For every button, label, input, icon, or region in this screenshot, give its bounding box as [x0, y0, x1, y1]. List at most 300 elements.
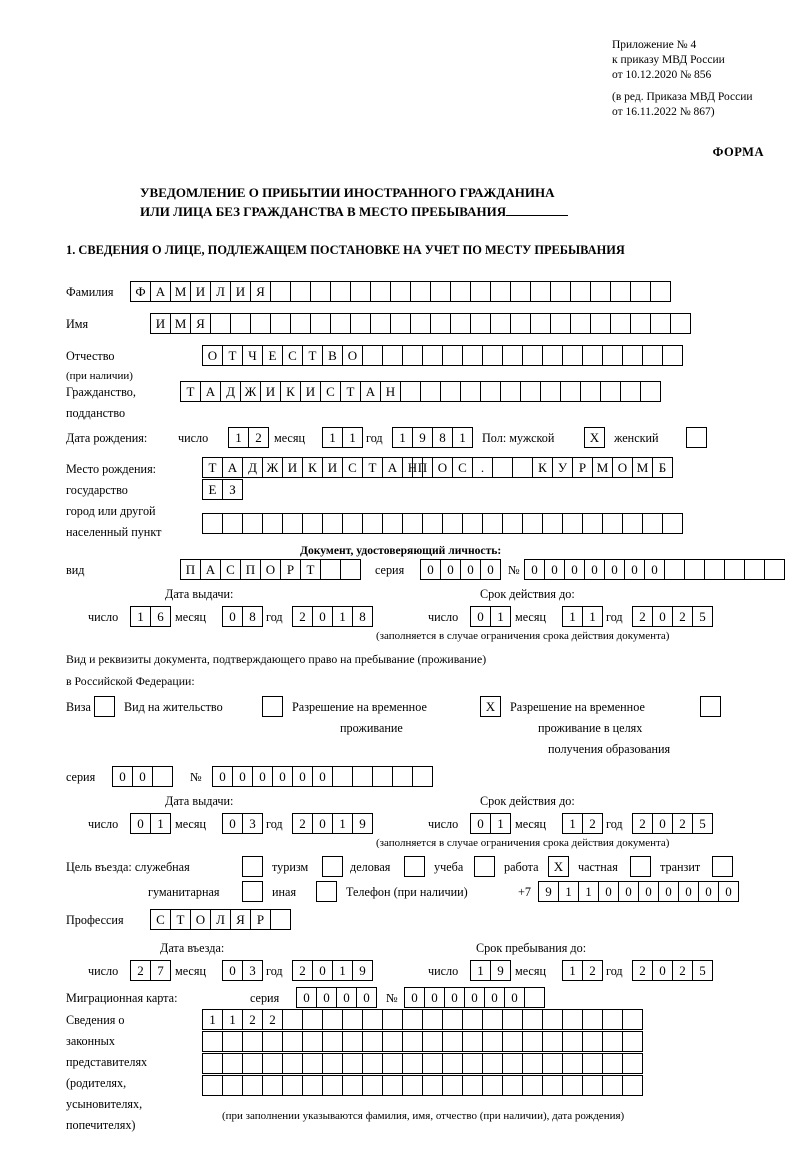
cell[interactable]: Ж — [262, 457, 283, 478]
cell[interactable] — [222, 1031, 243, 1052]
edu-residence-checkbox[interactable] — [700, 696, 721, 717]
cell[interactable] — [422, 1009, 443, 1030]
cell[interactable]: 1 — [332, 960, 353, 981]
cell[interactable] — [362, 1009, 383, 1030]
cell[interactable] — [524, 987, 545, 1008]
purpose-business-checkbox[interactable] — [404, 856, 425, 877]
cell[interactable] — [522, 1075, 543, 1096]
cell[interactable] — [322, 513, 343, 534]
cell[interactable] — [650, 281, 671, 302]
cell[interactable]: 2 — [582, 960, 603, 981]
cell[interactable]: Я — [190, 313, 211, 334]
cell[interactable]: 0 — [652, 960, 673, 981]
cell[interactable]: 0 — [222, 606, 243, 627]
stay-issue-year-cells[interactable] — [292, 813, 373, 834]
stay-issue-month-cells[interactable] — [222, 813, 263, 834]
cell[interactable]: 2 — [130, 960, 151, 981]
cell[interactable]: 1 — [222, 1009, 243, 1030]
cell[interactable]: 2 — [672, 960, 693, 981]
cell[interactable]: 0 — [584, 559, 605, 580]
cell[interactable]: 0 — [112, 766, 133, 787]
cell[interactable] — [202, 1053, 223, 1074]
cell[interactable]: 0 — [312, 766, 333, 787]
cell[interactable] — [610, 313, 631, 334]
cell[interactable]: Б — [652, 457, 673, 478]
cell[interactable] — [562, 1009, 583, 1030]
cell[interactable] — [610, 281, 631, 302]
cell[interactable]: 9 — [538, 881, 559, 902]
birth-city-row-3-cells[interactable] — [202, 513, 683, 534]
cell[interactable]: 0 — [504, 987, 525, 1008]
cell[interactable] — [282, 1031, 303, 1052]
cell[interactable] — [764, 559, 785, 580]
stay-valid-day-cells[interactable] — [470, 813, 511, 834]
cell[interactable]: И — [260, 381, 281, 402]
cell[interactable]: В — [322, 345, 343, 366]
cell[interactable]: 0 — [440, 559, 461, 580]
cell[interactable] — [420, 381, 441, 402]
cell[interactable] — [342, 1075, 363, 1096]
cell[interactable] — [342, 513, 363, 534]
cell[interactable] — [642, 345, 663, 366]
cell[interactable] — [744, 559, 765, 580]
cell[interactable] — [202, 1031, 223, 1052]
cell[interactable]: 1 — [470, 960, 491, 981]
cell[interactable] — [290, 313, 311, 334]
birth-year-cells[interactable] — [392, 427, 473, 448]
purpose-transit-checkbox[interactable] — [712, 856, 733, 877]
cell[interactable]: Т — [202, 457, 223, 478]
cell[interactable]: 3 — [242, 960, 263, 981]
cell[interactable]: 8 — [242, 606, 263, 627]
cell[interactable] — [282, 1075, 303, 1096]
cell[interactable] — [262, 513, 283, 534]
cell[interactable] — [590, 281, 611, 302]
stay-until-month-cells[interactable] — [562, 960, 603, 981]
stay-until-day-cells[interactable] — [470, 960, 511, 981]
cell[interactable] — [382, 345, 403, 366]
cell[interactable] — [522, 1031, 543, 1052]
cell[interactable] — [310, 313, 331, 334]
cell[interactable] — [470, 313, 491, 334]
cell[interactable] — [562, 1075, 583, 1096]
cell[interactable] — [480, 381, 501, 402]
cell[interactable] — [462, 513, 483, 534]
cell[interactable] — [570, 281, 591, 302]
cell[interactable]: Ж — [240, 381, 261, 402]
cell[interactable] — [462, 1075, 483, 1096]
cell[interactable] — [602, 1031, 623, 1052]
cell[interactable]: 9 — [412, 427, 433, 448]
cell[interactable] — [322, 1031, 343, 1052]
cell[interactable] — [542, 1053, 563, 1074]
cell[interactable] — [542, 1009, 563, 1030]
purpose-study-checkbox[interactable] — [474, 856, 495, 877]
cell[interactable]: 0 — [232, 766, 253, 787]
cell[interactable] — [430, 313, 451, 334]
cell[interactable] — [622, 1009, 643, 1030]
cell[interactable]: Я — [250, 281, 271, 302]
cell[interactable] — [372, 766, 393, 787]
cell[interactable] — [582, 345, 603, 366]
cell[interactable]: 0 — [296, 987, 317, 1008]
cell[interactable] — [442, 1075, 463, 1096]
cell[interactable] — [542, 1031, 563, 1052]
cell[interactable]: 0 — [212, 766, 233, 787]
cell[interactable]: 0 — [222, 960, 243, 981]
cell[interactable] — [490, 313, 511, 334]
cell[interactable] — [370, 313, 391, 334]
cell[interactable] — [202, 513, 223, 534]
surname-cells[interactable] — [130, 281, 671, 302]
cell[interactable] — [482, 1053, 503, 1074]
cell[interactable]: Н — [402, 457, 423, 478]
cell[interactable] — [562, 1031, 583, 1052]
cell[interactable] — [602, 1053, 623, 1074]
cell[interactable]: 0 — [470, 813, 491, 834]
cell[interactable] — [350, 313, 371, 334]
cell[interactable]: М — [170, 313, 191, 334]
cell[interactable]: 0 — [464, 987, 485, 1008]
cell[interactable]: 1 — [562, 606, 583, 627]
cell[interactable] — [630, 281, 651, 302]
cell[interactable] — [282, 513, 303, 534]
cell[interactable] — [230, 313, 251, 334]
cell[interactable] — [512, 457, 533, 478]
birth-state-cells[interactable] — [202, 457, 423, 478]
doc-number-cells[interactable] — [524, 559, 785, 580]
cell[interactable] — [620, 381, 641, 402]
cell[interactable]: Р — [280, 559, 301, 580]
cell[interactable] — [422, 513, 443, 534]
cell[interactable]: О — [202, 345, 223, 366]
cell[interactable] — [442, 1053, 463, 1074]
cell[interactable] — [250, 313, 271, 334]
cell[interactable]: 1 — [332, 813, 353, 834]
cell[interactable]: И — [230, 281, 251, 302]
cell[interactable] — [202, 1075, 223, 1096]
cell[interactable] — [522, 345, 543, 366]
cell[interactable]: Д — [242, 457, 263, 478]
cell[interactable]: 0 — [404, 987, 425, 1008]
cell[interactable]: Т — [362, 457, 383, 478]
cell[interactable] — [490, 281, 511, 302]
cell[interactable]: 0 — [252, 766, 273, 787]
cell[interactable]: П — [180, 559, 201, 580]
cell[interactable] — [422, 1075, 443, 1096]
cell[interactable]: Т — [170, 909, 191, 930]
cell[interactable]: 9 — [490, 960, 511, 981]
cell[interactable]: 2 — [292, 813, 313, 834]
cell[interactable] — [542, 345, 563, 366]
cell[interactable] — [462, 1031, 483, 1052]
cell[interactable] — [402, 1031, 423, 1052]
patronymic-cells[interactable] — [202, 345, 683, 366]
entry-day-cells[interactable] — [130, 960, 171, 981]
cell[interactable]: 0 — [272, 766, 293, 787]
cell[interactable] — [262, 1031, 283, 1052]
cell[interactable]: 0 — [130, 813, 151, 834]
cell[interactable] — [222, 1053, 243, 1074]
cell[interactable] — [410, 281, 431, 302]
legal-rep-row-1-cells[interactable] — [202, 1009, 643, 1030]
cell[interactable]: 0 — [544, 559, 565, 580]
cell[interactable] — [400, 381, 421, 402]
cell[interactable] — [440, 381, 461, 402]
cell[interactable] — [582, 513, 603, 534]
cell[interactable]: 2 — [292, 606, 313, 627]
cell[interactable] — [590, 313, 611, 334]
residence-permit-checkbox[interactable] — [262, 696, 283, 717]
cell[interactable]: С — [150, 909, 171, 930]
cell[interactable]: 0 — [484, 987, 505, 1008]
cell[interactable] — [222, 1075, 243, 1096]
cell[interactable] — [282, 1009, 303, 1030]
cell[interactable] — [262, 1075, 283, 1096]
cell[interactable]: Ч — [242, 345, 263, 366]
cell[interactable]: 0 — [292, 766, 313, 787]
cell[interactable]: 1 — [490, 813, 511, 834]
cell[interactable]: 0 — [644, 559, 665, 580]
purpose-work-checkbox[interactable]: X — [548, 856, 569, 877]
cell[interactable] — [622, 513, 643, 534]
cell[interactable] — [390, 313, 411, 334]
cell[interactable] — [724, 559, 745, 580]
purpose-tourism-checkbox[interactable] — [322, 856, 343, 877]
cell[interactable]: 0 — [524, 559, 545, 580]
cell[interactable] — [482, 1009, 503, 1030]
cell[interactable] — [582, 1031, 603, 1052]
cell[interactable] — [510, 281, 531, 302]
cell[interactable] — [382, 1031, 403, 1052]
cell[interactable] — [382, 1009, 403, 1030]
cell[interactable] — [520, 381, 541, 402]
cell[interactable] — [530, 313, 551, 334]
cell[interactable] — [704, 559, 725, 580]
cell[interactable]: Р — [250, 909, 271, 930]
sex-female-checkbox[interactable] — [686, 427, 707, 448]
cell[interactable]: И — [282, 457, 303, 478]
cell[interactable]: Я — [230, 909, 251, 930]
cell[interactable]: Д — [220, 381, 241, 402]
cell[interactable] — [322, 1053, 343, 1074]
cell[interactable] — [442, 345, 463, 366]
cell[interactable] — [500, 381, 521, 402]
doc-valid-month-cells[interactable] — [562, 606, 603, 627]
cell[interactable]: 0 — [604, 559, 625, 580]
cell[interactable] — [502, 345, 523, 366]
cell[interactable] — [302, 1053, 323, 1074]
cell[interactable]: 1 — [582, 606, 603, 627]
doc-kind-cells[interactable] — [180, 559, 361, 580]
cell[interactable] — [582, 1009, 603, 1030]
cell[interactable]: 0 — [312, 960, 333, 981]
cell[interactable]: 1 — [562, 813, 583, 834]
cell[interactable] — [642, 513, 663, 534]
cell[interactable] — [302, 1009, 323, 1030]
cell[interactable]: А — [382, 457, 403, 478]
cell[interactable] — [522, 513, 543, 534]
cell[interactable] — [382, 1075, 403, 1096]
cell[interactable] — [560, 381, 581, 402]
cell[interactable] — [402, 513, 423, 534]
cell[interactable]: К — [280, 381, 301, 402]
cell[interactable] — [402, 1075, 423, 1096]
cell[interactable] — [562, 1053, 583, 1074]
cell[interactable] — [270, 909, 291, 930]
cell[interactable]: 1 — [130, 606, 151, 627]
cell[interactable]: 1 — [392, 427, 413, 448]
cell[interactable]: 0 — [678, 881, 699, 902]
cell[interactable]: 0 — [222, 813, 243, 834]
cell[interactable]: 1 — [562, 960, 583, 981]
cell[interactable] — [492, 457, 513, 478]
cell[interactable] — [382, 1053, 403, 1074]
birth-month-cells[interactable] — [322, 427, 363, 448]
entry-month-cells[interactable] — [222, 960, 263, 981]
cell[interactable] — [330, 281, 351, 302]
birth-day-cells[interactable] — [228, 427, 269, 448]
cell[interactable]: И — [150, 313, 171, 334]
cell[interactable]: 2 — [632, 960, 653, 981]
cell[interactable] — [650, 313, 671, 334]
cell[interactable]: К — [532, 457, 553, 478]
cell[interactable]: 0 — [132, 766, 153, 787]
sex-male-checkbox[interactable]: X — [584, 427, 605, 448]
cell[interactable]: П — [240, 559, 261, 580]
doc-issue-day-cells[interactable] — [130, 606, 171, 627]
cell[interactable] — [402, 1009, 423, 1030]
cell[interactable] — [402, 345, 423, 366]
cell[interactable] — [270, 313, 291, 334]
cell[interactable] — [270, 281, 291, 302]
cell[interactable]: 7 — [150, 960, 171, 981]
cell[interactable] — [242, 1031, 263, 1052]
cell[interactable]: Ф — [130, 281, 151, 302]
cell[interactable]: 1 — [322, 427, 343, 448]
cell[interactable] — [332, 766, 353, 787]
cell[interactable] — [422, 345, 443, 366]
cell[interactable] — [362, 1053, 383, 1074]
cell[interactable] — [502, 1075, 523, 1096]
cell[interactable]: И — [300, 381, 321, 402]
cell[interactable]: 0 — [652, 813, 673, 834]
purpose-humanitarian-checkbox[interactable] — [242, 881, 263, 902]
cell[interactable]: 1 — [342, 427, 363, 448]
cell[interactable] — [350, 281, 371, 302]
cell[interactable] — [242, 1053, 263, 1074]
stay-series-cells[interactable] — [112, 766, 173, 787]
doc-issue-year-cells[interactable] — [292, 606, 373, 627]
cell[interactable]: 0 — [658, 881, 679, 902]
cell[interactable] — [600, 381, 621, 402]
phone-cells[interactable] — [538, 881, 739, 902]
cell[interactable] — [302, 513, 323, 534]
cell[interactable]: 0 — [618, 881, 639, 902]
cell[interactable]: 1 — [452, 427, 473, 448]
cell[interactable] — [342, 1053, 363, 1074]
stay-number-cells[interactable] — [212, 766, 433, 787]
cell[interactable]: 0 — [420, 559, 441, 580]
cell[interactable]: О — [432, 457, 453, 478]
cell[interactable] — [362, 513, 383, 534]
cell[interactable] — [462, 1053, 483, 1074]
cell[interactable]: К — [302, 457, 323, 478]
name-cells[interactable] — [150, 313, 691, 334]
cell[interactable]: А — [360, 381, 381, 402]
cell[interactable]: И — [190, 281, 211, 302]
cell[interactable]: 2 — [632, 813, 653, 834]
birth-city-row-2-cells[interactable] — [202, 479, 243, 500]
cell[interactable]: 0 — [336, 987, 357, 1008]
cell[interactable]: 1 — [490, 606, 511, 627]
cell[interactable] — [262, 1053, 283, 1074]
cell[interactable]: Т — [340, 381, 361, 402]
cell[interactable]: 2 — [582, 813, 603, 834]
cell[interactable] — [362, 1075, 383, 1096]
cell[interactable] — [684, 559, 705, 580]
cell[interactable] — [622, 345, 643, 366]
cell[interactable]: О — [260, 559, 281, 580]
cell[interactable]: 5 — [692, 606, 713, 627]
cell[interactable]: С — [342, 457, 363, 478]
doc-series-cells[interactable] — [420, 559, 501, 580]
cell[interactable] — [550, 313, 571, 334]
cell[interactable]: 6 — [150, 606, 171, 627]
cell[interactable] — [422, 1031, 443, 1052]
cell[interactable]: 2 — [672, 606, 693, 627]
cell[interactable]: Р — [572, 457, 593, 478]
cell[interactable]: О — [190, 909, 211, 930]
cell[interactable] — [392, 766, 413, 787]
cell[interactable] — [662, 345, 683, 366]
cell[interactable] — [502, 1009, 523, 1030]
cell[interactable] — [502, 1031, 523, 1052]
birth-city-row-1-cells[interactable] — [412, 457, 673, 478]
cell[interactable] — [340, 559, 361, 580]
cell[interactable] — [352, 766, 373, 787]
cell[interactable] — [482, 513, 503, 534]
cell[interactable]: 0 — [356, 987, 377, 1008]
cell[interactable]: 9 — [352, 813, 373, 834]
cell[interactable] — [390, 281, 411, 302]
cell[interactable] — [342, 1031, 363, 1052]
stay-issue-day-cells[interactable] — [130, 813, 171, 834]
cell[interactable]: М — [592, 457, 613, 478]
cell[interactable] — [630, 313, 651, 334]
cell[interactable] — [410, 313, 431, 334]
citizenship-cells[interactable] — [180, 381, 661, 402]
cell[interactable] — [540, 381, 561, 402]
cell[interactable] — [602, 1075, 623, 1096]
cell[interactable]: 0 — [480, 559, 501, 580]
cell[interactable]: С — [320, 381, 341, 402]
cell[interactable] — [622, 1075, 643, 1096]
cell[interactable]: П — [412, 457, 433, 478]
cell[interactable]: А — [150, 281, 171, 302]
cell[interactable]: Т — [180, 381, 201, 402]
legal-rep-row-2-cells[interactable] — [202, 1031, 643, 1052]
cell[interactable] — [242, 1075, 263, 1096]
cell[interactable] — [310, 281, 331, 302]
cell[interactable] — [442, 513, 463, 534]
cell[interactable]: 9 — [352, 960, 373, 981]
cell[interactable] — [430, 281, 451, 302]
cell[interactable]: 1 — [150, 813, 171, 834]
cell[interactable] — [482, 1031, 503, 1052]
cell[interactable]: 0 — [312, 606, 333, 627]
cell[interactable]: 0 — [718, 881, 739, 902]
